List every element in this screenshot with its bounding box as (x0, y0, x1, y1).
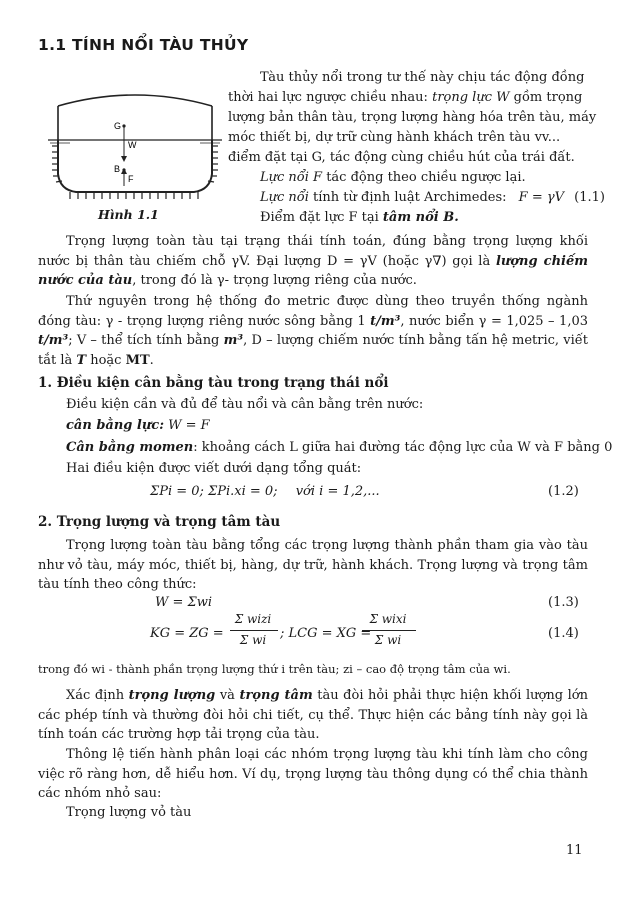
label-b: B (114, 164, 121, 174)
label-g: G (114, 121, 122, 131)
para-text: Trọng lượng toàn tàu tại trạng thái tính toán, đúng bằng trọng lượng khối nước bị thân tàu chiếm chỗ γV. Đại lượng D = γV (hoặc γ∇) gọi là (38, 234, 588, 269)
intro-line-8 (260, 210, 459, 225)
force-balance (66, 418, 210, 433)
para-text: và (219, 688, 235, 703)
ship-cross-section-figure (48, 82, 222, 212)
last-line: Trọng lượng vỏ tàu (66, 805, 192, 820)
intro-text: tác động theo chiều ngược lại. (326, 170, 526, 185)
label-w: W (128, 140, 137, 150)
moment-text: : khoảng cách L giữa hai đường tác động lực của W và F bằng 0 (193, 440, 613, 455)
force-label: cân bằng lực: (66, 418, 165, 433)
frac2-denominator: Σ wi (374, 633, 402, 647)
intro-term: tâm nổi B. (382, 210, 459, 225)
intro-text: gồm trọng (513, 90, 583, 105)
eq-number: (1.3) (548, 595, 579, 610)
intro-text: tính từ định luật Archimedes: (313, 190, 507, 205)
frac1-bar (230, 630, 278, 631)
section-2-title: 2. Trọng lượng và trọng tâm tàu (38, 514, 281, 530)
eq-number: (1.4) (548, 626, 579, 641)
intro-line-4: móc thiết bị, dự trữ cùng hành khách trên tàu vv... (228, 130, 561, 145)
unit: t/m³ (38, 333, 69, 349)
intro-line-3: lượng bản thân tàu, trọng lượng hàng hóa trên tàu, máy (228, 110, 597, 125)
frac2-numerator: Σ wixi (369, 612, 407, 626)
equation-1-3: W = Σwi (155, 595, 212, 610)
intro-eq: F = γV (518, 190, 565, 205)
equation-1-4-left: KG = ZG = (150, 626, 224, 641)
para-term: trọng lượng (128, 688, 216, 703)
para-term: lượng chiếm nước của tàu (38, 253, 588, 289)
para-text: Thứ nguyên trong hệ thống đo metric được dùng theo truyền thống ngành đóng tàu: γ - trọng lượng riêng nước sông bằng 1 (38, 294, 588, 329)
section-2-paragraph-2 (38, 686, 588, 745)
deck-line (58, 95, 212, 106)
para-text: ; V – thể tích tính bằng (68, 333, 220, 349)
eq-range: với i = 1,2,... (295, 484, 380, 499)
para-text: , nước biển γ = 1,025 – 1,03 (400, 313, 588, 329)
section-1-title: 1. Điều kiện cân bằng tàu trong trạng thái nổi (38, 375, 389, 391)
where-note: trong đó wi - thành phần trọng lượng thứ i trên tàu; zi – cao độ trọng tâm của wi. (38, 662, 511, 676)
para-term: trọng tâm (239, 688, 313, 703)
para-text: tàu đòi hỏi phải thực hiện khối lượng lớn các phép tính và thường đòi hỏi chi tiết, cụ thể. Thực hiện các bảng tính này gọi là tính toán các trường hợp tải trọng của tàu. (38, 688, 588, 743)
moment-balance (66, 440, 612, 455)
eq-number: (1.2) (548, 484, 579, 499)
section-2-paragraph: Trọng lượng toàn tàu bằng tổng các trọng lượng thành phần tham gia vào tàu như vỏ tàu, máy móc, thiết bị, hàng, dự trữ, hành khách. Trọng lượng và trọng tâm tàu tính theo công thức: (38, 538, 588, 593)
intro-term: trọng lực W (432, 90, 510, 105)
abbr: T (76, 352, 87, 368)
frac1-denominator: Σ wi (239, 633, 267, 647)
intro-term: Lực nổi F (260, 170, 323, 185)
force-eq: W = F (168, 418, 210, 433)
eq-main: ΣPi = 0; ΣPi.xi = 0; (150, 484, 278, 499)
eq-number: (1.1) (574, 190, 605, 205)
unit: t/m³ (370, 313, 401, 329)
frac2-bar (362, 630, 416, 631)
intro-line-7 (260, 190, 605, 205)
moment-label: Cân bằng momen (66, 440, 194, 455)
figure-caption: Hình 1.1 (98, 207, 159, 222)
para-text: , trong đó là γ- trọng lượng riêng của nước. (132, 273, 417, 289)
paragraph-units (38, 292, 588, 370)
intro-line-6 (260, 170, 526, 185)
section-heading: 1.1 TÍNH NỔI TÀU THỦY (38, 36, 249, 54)
paragraph-displacement (38, 232, 588, 291)
para-text: . (149, 352, 154, 368)
section-1-line: Điều kiện cần và đủ để tàu nổi và cân bằng trên nước: (66, 397, 424, 412)
para-text: hoặc (90, 352, 122, 368)
general-form: Hai điều kiện được viết dưới dạng tổng quát: (66, 461, 362, 476)
unit: m³ (223, 333, 244, 349)
para-text: Xác định (66, 688, 125, 703)
section-2-paragraph-3: Thông lệ tiến hành phân loại các nhóm trọng lượng tàu khi tính làm cho công việc rõ ràng hơn, dễ hiểu hơn. Ví dụ, trọng lượng tàu thông dụng có thể chia thành các nhóm nhỏ sau: (38, 747, 588, 802)
intro-term: Lực nổi (260, 190, 309, 205)
frac1-numerator: Σ wizi (234, 612, 272, 626)
intro-line-2 (228, 90, 582, 105)
intro-text: Điểm đặt lực F tại (260, 210, 379, 225)
equation-1-2 (150, 484, 380, 499)
intro-line-5: điểm đặt tại G, tác động cùng chiều hút của trái đất. (228, 150, 575, 165)
intro-text: thời hai lực ngược chiều nhau: (228, 90, 428, 105)
page-number: 11 (566, 843, 583, 858)
label-f: F (128, 174, 134, 184)
equation-1-4-mid: ; LCG = XG = (280, 626, 372, 641)
para-text: , D – lượng chiếm nước tính bằng tấn hệ metric, viết tắt là (38, 333, 588, 368)
intro-line-1: Tàu thủy nổi trong tư thế này chịu tác động đồng (260, 70, 585, 85)
abbr: MT (125, 352, 150, 368)
